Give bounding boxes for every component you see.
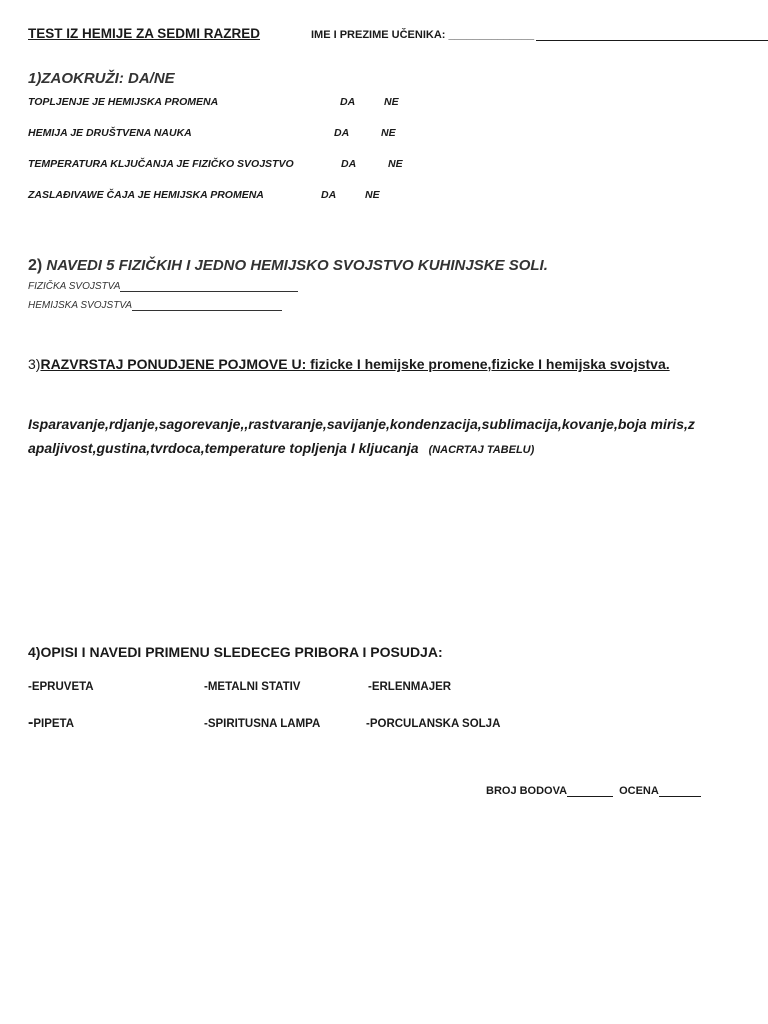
points-label: BROJ BODOVA bbox=[486, 785, 568, 797]
student-name-label: IME I PREZIME UČENIKA: ______________ bbox=[311, 29, 535, 41]
tf-no-2[interactable]: NE bbox=[381, 127, 396, 139]
tf-no-1[interactable]: NE bbox=[384, 96, 399, 108]
terms-list: Isparavanje,rdjanje,sagorevanje,,rastvaranje,savijanje,kondenzacija,sublimacija,kovanje,boja miris,zapaljivost,gustina,tvrdoca,temperature topljenja I kljucanja bbox=[28, 416, 695, 456]
score-section bbox=[486, 785, 701, 797]
draw-table-note: (NACRTAJ TABELU) bbox=[428, 444, 535, 456]
tf-no-3[interactable]: NE bbox=[388, 158, 403, 170]
pipette-label: PIPETA bbox=[33, 718, 75, 730]
points-blank[interactable] bbox=[567, 786, 613, 797]
tf-no-4[interactable]: NE bbox=[365, 189, 380, 201]
physical-properties-blank[interactable] bbox=[120, 281, 298, 292]
question-3-terms bbox=[28, 412, 698, 462]
tf-statement-4: ZASLAĐIVAWE ČAJA JE HEMIJSKA PROMENA bbox=[28, 189, 264, 201]
grade-blank[interactable] bbox=[659, 786, 701, 797]
grade-label: OCENA bbox=[619, 785, 659, 797]
physical-properties-label: FIZIČKA SVOJSTVA bbox=[28, 281, 121, 292]
physical-properties-field[interactable] bbox=[28, 281, 298, 292]
question-4-heading: 4)OPISI I NAVEDI PRIMENU SLEDECEG PRIBORA I POSUDJA: bbox=[28, 644, 443, 660]
question-2-text: NAVEDI 5 FIZIČKIH I JEDNO HEMIJSKO SVOJSTVO KUHINJSKE SOLI. bbox=[42, 257, 548, 274]
tf-yes-1[interactable]: DA bbox=[340, 96, 356, 108]
chemical-properties-field[interactable] bbox=[28, 300, 282, 311]
tf-statement-3: TEMPERATURA KLJUČANJA JE FIZIČKO SVOJSTVO bbox=[28, 158, 294, 170]
equipment-erlenmeyer: -ERLENMAJER bbox=[368, 681, 452, 693]
chemical-properties-blank[interactable] bbox=[132, 300, 282, 311]
question-2-number: 2) bbox=[28, 257, 43, 274]
tf-yes-4[interactable]: DA bbox=[321, 189, 337, 201]
question-3-heading bbox=[28, 352, 708, 376]
pipette-dash: - bbox=[28, 714, 34, 731]
equipment-spirit-lamp: -SPIRITUSNA LAMPA bbox=[204, 718, 321, 730]
equipment-metal-stand: -METALNI STATIV bbox=[204, 681, 301, 693]
equipment-porcelain-dish: -PORCULANSKA SOLJA bbox=[366, 718, 501, 730]
question-3-text: RAZVRSTAJ PONUDJENE POJMOVE U: fizicke I hemijske promene,fizicke I hemijska svojstva. bbox=[40, 356, 670, 372]
tf-statement-1: TOPLJENJE JE HEMIJSKA PROMENA bbox=[28, 96, 219, 108]
equipment-test-tube: -EPRUVETA bbox=[28, 681, 94, 693]
tf-yes-2[interactable]: DA bbox=[334, 127, 350, 139]
chemical-properties-label: HEMIJSKA SVOJSTVA bbox=[28, 300, 133, 311]
tf-yes-3[interactable]: DA bbox=[341, 158, 357, 170]
test-title: TEST IZ HEMIJE ZA SEDMI RAZRED bbox=[28, 26, 261, 41]
student-name-field[interactable] bbox=[311, 29, 768, 41]
tf-statement-2: HEMIJA JE DRUŠTVENA NAUKA bbox=[28, 127, 192, 139]
question-1-heading: 1)ZAOKRUŽI: DA/NE bbox=[28, 70, 175, 87]
question-2-heading bbox=[28, 257, 548, 275]
question-3-number: 3) bbox=[28, 356, 41, 372]
equipment-pipette bbox=[28, 714, 74, 732]
student-name-blank[interactable] bbox=[536, 29, 768, 41]
